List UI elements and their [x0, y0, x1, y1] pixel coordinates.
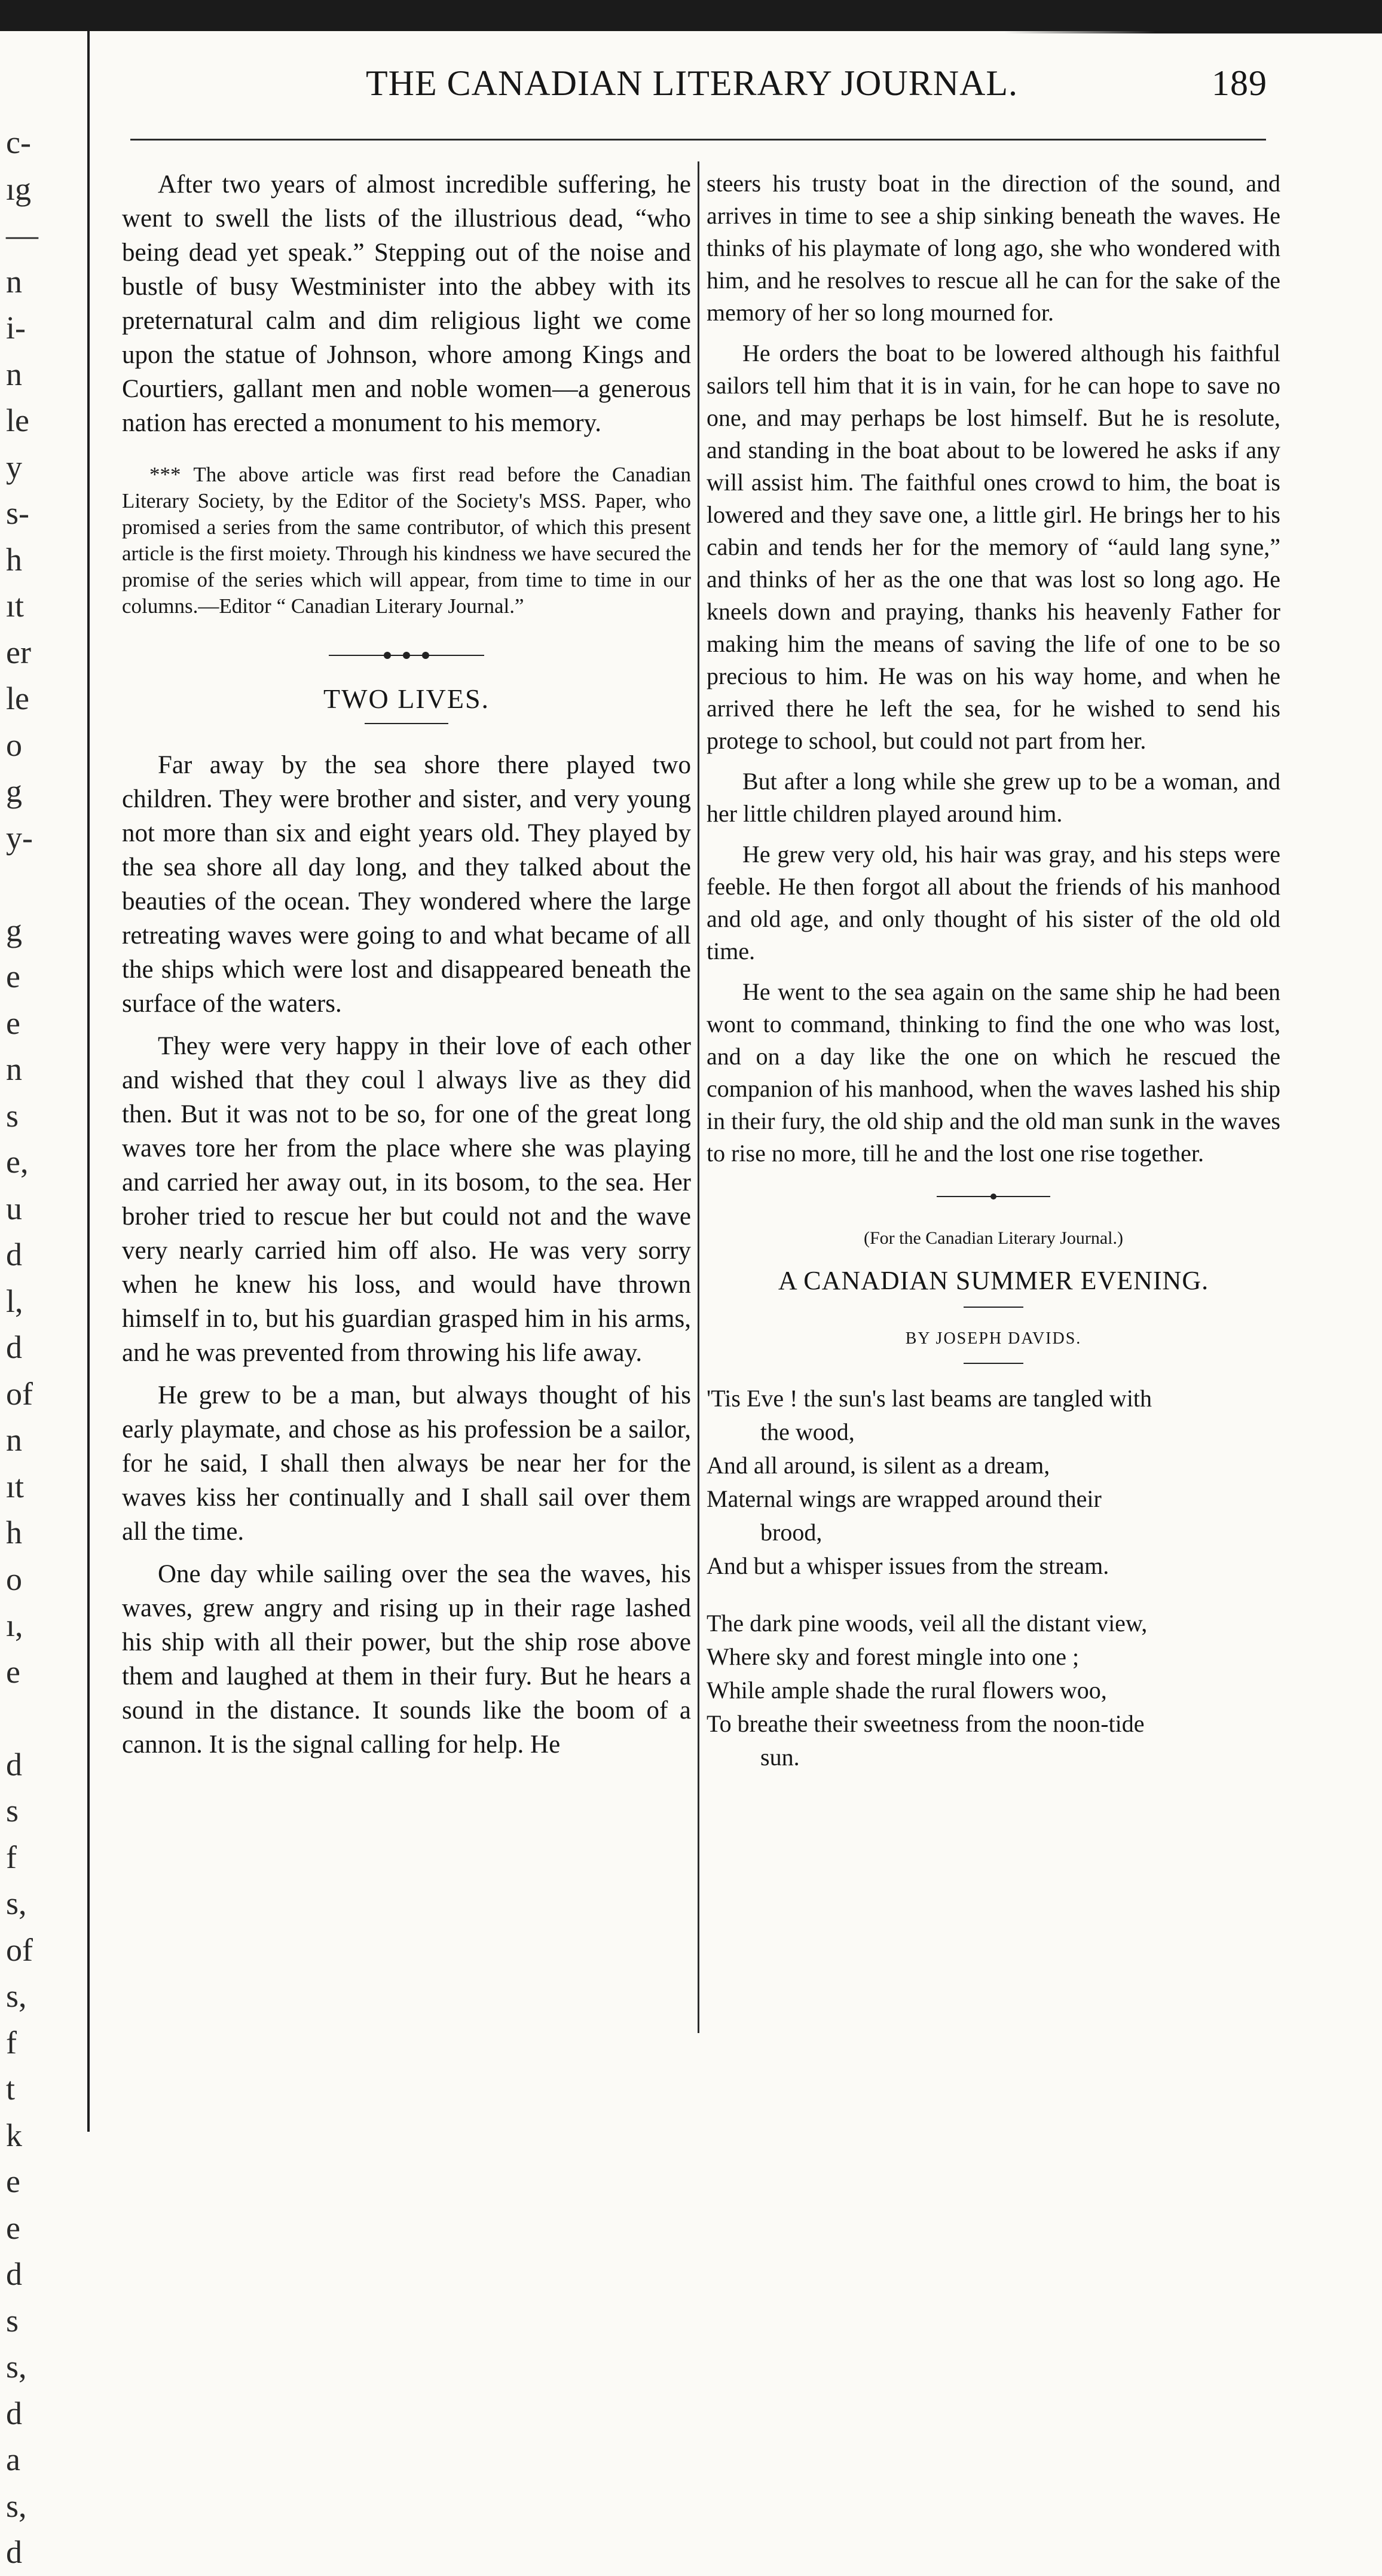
story-paragraph: steers his trusty boat in the direction of the sound, and arrives in time to see a ship sinking beneath the waves. He thinks of his playmate of long ago, she who wondered with him, and he resolves to rescue all he can for the sake of the memory of her so long mourned for.	[707, 170, 1280, 326]
story-body-right	[707, 167, 1280, 1170]
section-title: TWO LIVES.	[323, 683, 490, 714]
bleed-fragment: u	[6, 1190, 22, 1226]
bleed-fragment: ıg	[6, 170, 32, 207]
poem-line: And but a whisper issues from the stream.	[707, 1552, 1109, 1579]
bleed-fragment: y	[6, 448, 22, 485]
bleed-fragment: f	[6, 1839, 17, 1875]
story-paragraph: But after a long while she grew up to be a woman, and her little children played around him.	[707, 768, 1280, 827]
story-paragraph: He orders the boat to be lowered although his faithful sailors tell him that it is in vain, for he can hope to save no one, and may perhaps be lost himself. But he is resolute, and standing in the boat about to be lowered he asks if any will assist him. The faithful ones crowd to him, the boat is lowered and they save one, a little girl. He brings her to his cabin and tends her for the memory of “auld lang syne,” and thinks of her as the one that was lost so long ago. He kneels down and praying, thanks his heavenly Father for making him the means of saving the life of one to be so precious to him. He was on his way home, and when he arrived there he left the sea, for he wished to send his protege to school, but could not part from her.	[707, 340, 1280, 754]
poem-line: 'Tis Eve ! the sun's last beams are tangled with	[707, 1385, 1152, 1412]
poem-line: brood,	[760, 1519, 823, 1546]
poem-stanza	[707, 1382, 1280, 1583]
bleed-fragment: le	[6, 402, 29, 438]
bleed-fragment: o	[6, 1561, 22, 1597]
poem-body	[707, 1382, 1280, 1774]
story-paragraph: One day while sailing over the sea the waves, his waves, grew angry and rising up in their rage lashed his ship with all their power, but the ship rose above them and laughed at them in their fury. But he hears a sound in the distance. It sounds like the boom of a cannon. It is the signal calling for help. He	[122, 1560, 691, 1759]
bleed-fragment: e	[6, 959, 20, 994]
poem-byline: BY JOSEPH DAVIDS.	[905, 1329, 1082, 1348]
bleed-fragment: g	[6, 773, 22, 809]
bleed-fragment: n	[6, 1422, 22, 1458]
bleed-fragment: y-	[6, 819, 33, 856]
poem-line: While ample shade the rural flowers woo,	[707, 1677, 1107, 1704]
poem-line: And all around, is silent as a dream,	[707, 1452, 1050, 1479]
poem-ornament	[937, 1194, 1050, 1200]
bleed-fragment: n	[6, 356, 22, 392]
bleed-fragment: of	[6, 1375, 33, 1412]
bleed-fragment: le	[6, 680, 29, 716]
bleed-fragment: a	[6, 2441, 20, 2477]
bleed-fragment: h	[6, 541, 22, 578]
bleed-fragment: er	[6, 634, 31, 670]
poem-title-rule	[964, 1307, 1023, 1308]
bleed-fragment: e	[6, 1653, 20, 1690]
byline-rule	[964, 1363, 1023, 1364]
bleed-fragment: d	[6, 2534, 22, 2570]
bleed-fragment	[0, 1695, 84, 1742]
right-column	[707, 167, 1280, 1798]
bleed-fragment: d	[6, 2256, 22, 2292]
bleed-fragment: ı,	[6, 1607, 23, 1643]
bleed-fragment: h	[6, 1515, 22, 1551]
bleed-fragment: e	[6, 2209, 20, 2246]
poem-line: To breathe their sweetness from the noon-tide	[707, 1710, 1145, 1737]
poem-stanza	[707, 1607, 1280, 1774]
bleed-fragment: f	[6, 2024, 17, 2061]
poem-line: Where sky and forest mingle into one ;	[707, 1643, 1080, 1670]
bleed-fragment: s,	[6, 2349, 27, 2385]
bleed-fragment: e	[6, 2163, 20, 2199]
bleed-fragment: c-	[6, 124, 31, 160]
bleed-fragment: d	[6, 1329, 22, 1365]
bleed-fragment: n	[6, 1051, 22, 1087]
bleed-fragment: of	[6, 1931, 33, 1968]
bleed-fragment: e,	[6, 1144, 29, 1180]
bleed-fragment: ıt	[6, 1468, 25, 1504]
bleed-fragment: —	[6, 217, 38, 253]
story-paragraph: He grew very old, his hair was gray, and his steps were feeble. He then forgot all about the friends of his manhood and old age, and only thought of his sister of the old old time.	[707, 841, 1280, 965]
story-paragraph: They were very happy in their love of each other and wished that they coul l always live as they did then. But it was not to be so, for one of the great long waves tore her from the place where she was playing and carried her away out, in its bosom, to the sea. Her broher tried to rescue her but could not and the wave very nearly carried him off also. He was very sorry when he knew his loss, and would have thrown himself in to, but his guardian grasped him in his arms, and he was prevented from throwing his life away.	[122, 1032, 691, 1367]
story-body-left	[122, 748, 691, 1762]
bleed-fragment: s	[6, 1793, 19, 1829]
bleed-fragment: ıt	[6, 588, 25, 624]
poem-credit: (For the Canadian Literary Journal.)	[863, 1228, 1124, 1248]
intro-paragraph: After two years of almost incredible suffering, he went to swell the lists of the illustrious dead, “who being dead yet speak.” Stepping out of the noise and bustle of busy Westminister into the abbey with its preternatural calm and dim religious light we come upon the statue of Johnson, whore among Kings and Courtiers, gallant men and noble women—a generous nation has erected a monument to his memory.	[122, 170, 691, 437]
left-column	[122, 167, 691, 1762]
bleed-fragment: s	[6, 1097, 19, 1134]
poem-line: Maternal wings are wrapped around their	[707, 1485, 1102, 1512]
story-paragraph: He went to the sea again on the same ship he had been wont to command, thinking to find the one who was lost, and on a day like the one on which he rescued the companion of his manhood, when the waves lashed his ship in their fury, the old ship and the old man sunk in the waves to rise no more, till he and the lost one rise together.	[707, 978, 1280, 1167]
poem-line: the wood,	[760, 1418, 855, 1445]
editor-note: *** The above article was first read before the Canadian Literary Society, by the Editor of the Society's MSS. Paper, who promised a series from the same contributor, of which this present article is the first moiety. Through his kindness we have secured the promise of the series which will appear, from time to time in our columns.—Editor “ Canadian Literary Journal.”	[122, 463, 691, 618]
journal-title: THE CANADIAN LITERARY JOURNAL.	[366, 63, 1019, 103]
bleed-fragment: s-	[6, 495, 29, 531]
bleed-fragment: o	[6, 727, 22, 763]
story-paragraph: He grew to be a man, but always thought of his early playmate, and chose as his profession be a sailor, for he said, I shall then always be near her for the waves kiss her continually and I shall sail over them all the time.	[122, 1381, 691, 1546]
bleed-fragment: l,	[6, 1283, 23, 1319]
story-paragraph: Far away by the sea shore there played two children. They were brother and sister, and very young not more than six and eight years old. They played by the sea shore all day long, and they talked about the beauties of the ocean. They wondered where the large retreating waves were going to and what became of all the ships which were lost and disappeared beneath the surface of the waters.	[122, 751, 691, 1018]
page-gutter-line	[87, 31, 90, 2132]
poem-title: A CANADIAN SUMMER EVENING.	[778, 1266, 1209, 1295]
bleed-fragment: s,	[6, 1978, 27, 2014]
bleed-fragment: n	[6, 263, 22, 300]
bleed-fragment: d	[6, 2395, 22, 2431]
bleed-fragment: s	[6, 2302, 19, 2339]
bleed-fragment: s,	[6, 1885, 27, 1921]
bleed-fragment: t	[6, 2071, 16, 2107]
bleed-fragment: s,	[6, 2488, 27, 2524]
header-rule	[130, 139, 1266, 141]
facing-page-bleed	[0, 120, 84, 2576]
section-ornament	[329, 652, 484, 659]
bleed-fragment: d	[6, 1237, 22, 1272]
bleed-fragment: g	[6, 912, 22, 948]
bleed-fragment: i-	[6, 310, 26, 346]
column-divider	[698, 161, 699, 2033]
poem-line: The dark pine woods, veil all the distant view,	[707, 1610, 1148, 1637]
bleed-fragment	[0, 861, 84, 908]
scan-edge-fade	[1004, 24, 1382, 33]
bleed-fragment: k	[6, 2117, 22, 2153]
bleed-fragment: e	[6, 1005, 20, 1041]
bleed-fragment: d	[6, 1746, 22, 1783]
title-rule	[365, 723, 448, 724]
page-number: 189	[1212, 63, 1267, 103]
poem-line: sun.	[760, 1744, 800, 1771]
